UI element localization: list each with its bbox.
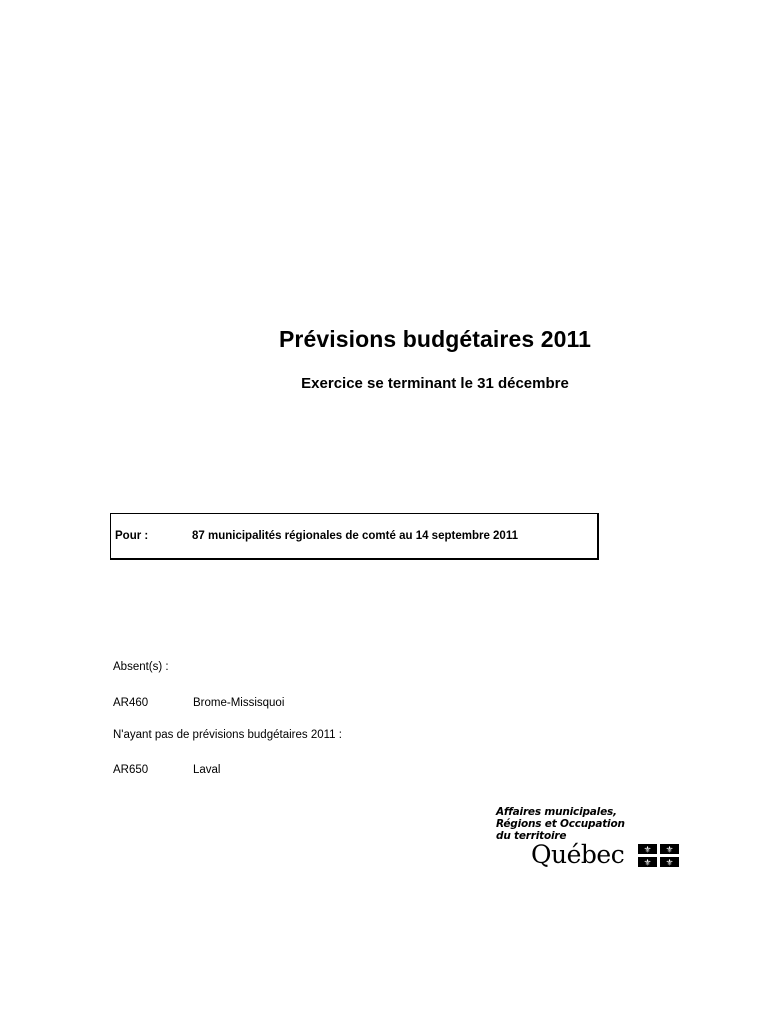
quebec-logo xyxy=(492,806,692,872)
pour-label: Pour : xyxy=(115,530,149,542)
ministry-line: Affaires municipales, xyxy=(496,806,617,818)
svg-text:⚜: ⚜ xyxy=(643,845,652,856)
pour-text: 87 municipalités régionales de comté au 14 septembre 2011 xyxy=(192,530,518,542)
absent-item-code: AR460 xyxy=(113,697,149,709)
no-budget-heading: N'ayant pas de prévisions budgétaires 2011 : xyxy=(113,729,342,741)
ministry-line: Régions et Occupation xyxy=(496,818,625,830)
svg-text:⚜: ⚜ xyxy=(665,858,674,868)
pour-box xyxy=(110,513,599,560)
document-title: Prévisions budgétaires 2011 xyxy=(278,326,592,352)
no-budget-item-name: Laval xyxy=(193,764,221,776)
svg-text:⚜: ⚜ xyxy=(643,858,652,868)
absent-item-name: Brome-Missisquoi xyxy=(193,697,285,709)
quebec-flag-icon xyxy=(638,844,680,868)
svg-text:⚜: ⚜ xyxy=(665,845,674,856)
no-budget-item-code: AR650 xyxy=(113,764,149,776)
document-subtitle: Exercice se terminant le 31 décembre xyxy=(301,375,569,392)
ministry-line: du territoire xyxy=(496,830,567,842)
quebec-wordmark: Québec xyxy=(531,840,625,869)
absent-heading: Absent(s) : xyxy=(113,661,169,673)
ministry-name xyxy=(496,806,625,842)
